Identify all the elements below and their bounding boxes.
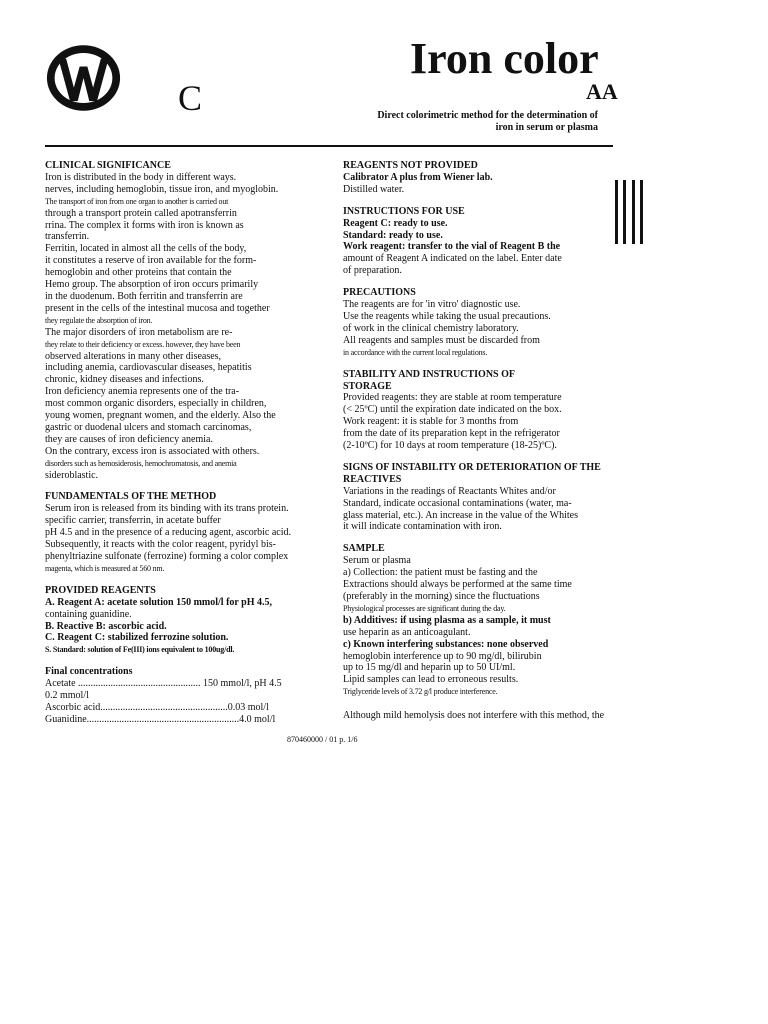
text-line: containing guanidine.: [45, 608, 132, 620]
letter-c: C: [178, 78, 203, 118]
text-line: S. Standard: solution of Fe(III) ions equivalent to 100ug/dl.: [45, 645, 235, 655]
text-line: C. Reagent C: stabilized ferrozine solution.: [45, 632, 229, 644]
text-line: it will indicate contamination with iron.: [343, 521, 502, 533]
text-line: phenyltriazine sulfonate (ferrozine) forming a color complex: [45, 551, 289, 562]
section-stability: [343, 369, 607, 452]
barcode-bar: [623, 180, 626, 244]
header-divider: [45, 145, 613, 147]
text-line: chronic, kidney diseases and infections.: [45, 374, 204, 386]
wiener-logo-icon: [45, 43, 122, 113]
section-sample: [343, 543, 607, 722]
text-line: present in the cells of the intestinal mucosa and together: [45, 302, 270, 314]
text-line: (2-10ºC) for 10 days at room temperature (18-25)ºC).: [343, 440, 557, 452]
right-column: [343, 160, 607, 732]
text-line: Iron is distributed in the body in different ways.: [45, 171, 237, 183]
text-line: through a transport protein called apotransferrin: [45, 207, 237, 219]
text-line: in the duodenum. Both ferritin and transferrin are: [45, 290, 243, 302]
text-line: Work reagent: it is stable for 3 months from: [343, 416, 519, 428]
text-line: they regulate the absorption of iron.: [45, 315, 153, 325]
text-line: young women, pregnant women, and the elderly. Also the: [45, 410, 276, 422]
text-line: Serum or plasma: [343, 555, 411, 567]
section-final-concentrations: [45, 666, 297, 726]
text-line: hemoglobin and other proteins that contain the: [45, 267, 232, 279]
text-line: Iron deficiency anemia represents one of the tra-: [45, 386, 240, 398]
text-line: it constitutes a reserve of iron available for the form-: [45, 255, 257, 267]
text-line: Lipid samples can lead to erroneous results.: [343, 674, 519, 686]
text-line: most common organic disorders, especially in children,: [45, 398, 267, 410]
text-line: Work reagent: transfer to the vial of Reagent B the: [343, 241, 561, 253]
text-line: of work in the clinical chemistry laboratory.: [343, 322, 519, 334]
barcode-bar: [640, 180, 643, 244]
section-heading: FUNDAMENTALS OF THE METHOD: [45, 491, 217, 503]
text-line: observed alterations in many other diseases,: [45, 350, 222, 362]
section-heading: STORAGE: [343, 380, 392, 392]
text-line: gastric or duodenal ulcers and stomach carcinomas,: [45, 421, 252, 433]
section-heading: STABILITY AND INSTRUCTIONS OF: [343, 368, 515, 380]
subtitle-line: iron in serum or plasma: [495, 122, 598, 133]
text-line: Physiological processes are significant during the day.: [343, 603, 506, 613]
text-line: up to 15 mg/dl and heparin up to 50 UI/ml.: [343, 662, 516, 674]
text-line: Subsequently, it reacts with the color reagent, pyridyl bis-: [45, 539, 276, 551]
text-line: Guanidine.............................................................4.0 mol/l: [45, 713, 276, 725]
text-line: in accordance with the current local regulations.: [343, 347, 488, 357]
text-line: of preparation.: [343, 265, 402, 277]
text-line: they relate to their deficiency or excess. however, they have been: [45, 339, 241, 349]
text-line: from the date of its preparation kept in the refrigerator: [343, 428, 560, 440]
left-column: [45, 160, 297, 736]
section-heading: REAGENTS NOT PROVIDED: [343, 160, 478, 171]
text-line: Use the reagents while taking the usual precautions.: [343, 310, 551, 322]
text-line: Reagent C: ready to use.: [343, 217, 448, 229]
text-line: A. Reagent A: acetate solution 150 mmol/l for pH 4.5,: [45, 596, 273, 608]
text-line: glass material, etc.). An increase in the value of the Whites: [343, 509, 579, 521]
text-line: Standard, indicate occasional contaminations (water, ma-: [343, 497, 572, 509]
section-precautions: [343, 287, 607, 358]
text-line: The major disorders of iron metabolism are re-: [45, 326, 233, 338]
text-line: Standard: ready to use.: [343, 229, 443, 241]
text-line: (< 25ºC) until the expiration date indicated on the box.: [343, 404, 562, 416]
section-fundamentals: [45, 491, 297, 574]
text-line: B. Reactive B: ascorbic acid.: [45, 620, 167, 632]
text-line: Calibrator A plus from Wiener lab.: [343, 171, 493, 183]
section-reagents-not-provided: [343, 160, 607, 196]
text-line: use heparin as an anticoagulant.: [343, 626, 471, 638]
section-heading: PROVIDED REAGENTS: [45, 584, 156, 596]
text-line: disorders such as hemosiderosis, hemochromatosis, and anemia: [45, 458, 237, 468]
text-line: (preferably in the morning) since the fluctuations: [343, 591, 540, 602]
text-line: transferrin.: [45, 231, 90, 243]
section-instructions: [343, 206, 607, 277]
text-line: rrina. The complex it forms with iron is known as: [45, 219, 244, 231]
section-heading: INSTRUCTIONS FOR USE: [343, 205, 465, 217]
document-title: Iron color: [410, 34, 599, 83]
title-suffix: AA: [586, 79, 618, 104]
text-line: Acetate ................................................. 150 mmol/l, pH 4.5: [45, 678, 282, 690]
section-clinical-significance: [45, 160, 297, 481]
text-line: Ferritin, located in almost all the cells of the body,: [45, 243, 247, 255]
text-line: Although mild hemolysis does not interfere with this method, the: [343, 710, 605, 722]
text-line: hemoglobin interference up to 90 mg/dl, bilirubin: [343, 650, 542, 662]
barcode-bar: [615, 180, 618, 244]
section-signs-of-instability: [343, 462, 607, 533]
section-heading: Final concentrations: [45, 666, 133, 678]
text-line: Provided reagents: they are stable at room temperature: [343, 392, 562, 404]
text-line: On the contrary, excess iron is associated with others.: [45, 445, 260, 457]
text-line: Variations in the readings of Reactants Whites and/or: [343, 485, 556, 497]
text-line: Ascorbic acid...................................................0.03 mol/l: [45, 701, 269, 713]
text-line: Distilled water.: [343, 183, 405, 195]
text-line: Triglyceride levels of 3.72 g/l produce interference.: [343, 687, 498, 697]
document-subtitle: [330, 110, 598, 134]
text-line: c) Known interfering substances: none observed: [343, 638, 549, 650]
text-line: The transport of iron from one organ to another is carried out: [45, 196, 229, 206]
section-heading: REACTIVES: [343, 473, 402, 485]
section-heading: SAMPLE: [343, 543, 385, 555]
section-heading: SIGNS OF INSTABILITY OR DETERIORATION OF THE: [343, 461, 601, 473]
text-line: All reagents and samples must be discarded from: [343, 334, 540, 346]
text-line: pH 4.5 and in the presence of a reducing agent, ascorbic acid.: [45, 527, 292, 539]
text-line: they are causes of iron deficiency anemia.: [45, 433, 213, 445]
text-line: Hemo group. The absorption of iron occurs primarily: [45, 279, 259, 291]
subtitle-line: Direct colorimetric method for the determination of: [377, 110, 598, 121]
text-line: including anemia, cardiovascular diseases, hepatitis: [45, 362, 252, 374]
text-line: b) Additives: if using plasma as a sample, it must: [343, 614, 551, 626]
text-line: specific carrier, transferrin, in acetate buffer: [45, 515, 221, 527]
barcode-marks: [615, 180, 643, 244]
text-line: a) Collection: the patient must be fasting and the: [343, 567, 538, 579]
section-provided-reagents: [45, 585, 297, 656]
text-line: The reagents are for 'in vitro' diagnostic use.: [343, 299, 521, 311]
text-line: sideroblastic.: [45, 469, 99, 481]
text-line: 0.2 mmol/l: [45, 690, 89, 702]
page-footer: 870460000 / 01 p. 1/6: [287, 735, 358, 744]
barcode-bar: [632, 180, 635, 244]
section-heading: PRECAUTIONS: [343, 287, 416, 299]
section-heading: CLINICAL SIGNIFICANCE: [45, 160, 171, 171]
text-line: amount of Reagent A indicated on the label. Enter date: [343, 253, 562, 265]
text-line: magenta, which is measured at 560 nm.: [45, 563, 165, 573]
text-line: Extractions should always be performed at the same time: [343, 579, 572, 591]
text-line: nerves, including hemoglobin, tissue iron, and myoglobin.: [45, 183, 279, 195]
text-line: Serum iron is released from its binding with its trans protein.: [45, 503, 289, 515]
